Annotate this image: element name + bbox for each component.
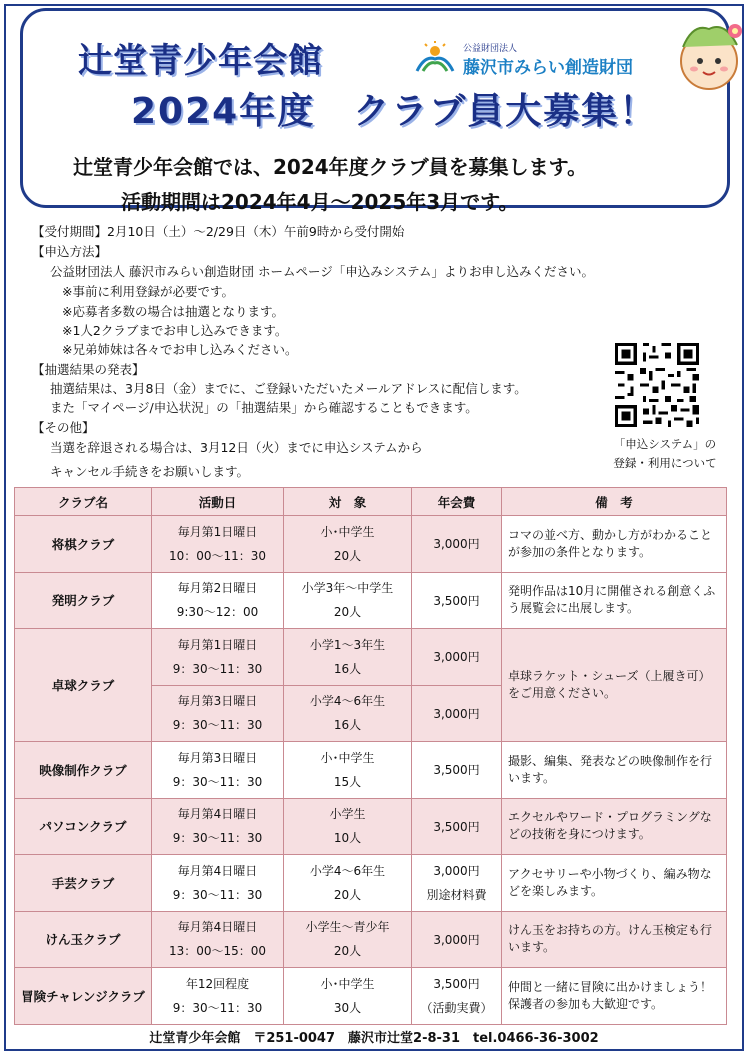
page-title: 辻堂青少年会館 <box>78 41 323 81</box>
method-text: 公益財団法人 藤沢市みらい創造財団 ホームページ「申込みシステム」よりお申し込みください。 <box>50 264 594 279</box>
fee-cell <box>412 629 502 686</box>
activity-day-cell <box>152 572 284 629</box>
target-cell <box>284 516 412 573</box>
table-row <box>15 742 727 799</box>
header-activity-day: 活動日 <box>152 488 284 516</box>
org-logo-icon <box>413 41 457 75</box>
capacity: 10人 <box>333 831 362 846</box>
target-group: 小学4～6年生 <box>309 694 386 709</box>
activity-day-cell <box>152 516 284 573</box>
target-cell <box>284 742 412 799</box>
mascot-character-icon <box>663 17 748 97</box>
annual-fee: 3,000円 <box>433 932 480 947</box>
activity-day-cell <box>152 798 284 855</box>
other-text-2: キャンセル手続きをお願いします。 <box>50 464 250 479</box>
note-cell: 仲間と一緒に冒険に出かけましょう！保護者の参加も大歓迎です。 <box>502 968 727 1025</box>
note-cell: 発明作品は10月に開催される創意くふう展覧会に出展します。 <box>502 572 727 629</box>
qr-code-icon[interactable] <box>612 340 702 430</box>
capacity: 16人 <box>333 718 362 733</box>
target-cell <box>284 629 412 686</box>
fee-cell <box>412 516 502 573</box>
table-row <box>15 855 727 912</box>
target-group: 小学生 <box>329 807 366 822</box>
target-group: 小学生～青少年 <box>305 920 390 935</box>
club-name: 冒険チャレンジクラブ <box>15 968 152 1025</box>
target-group: 小学4～6年生 <box>309 863 386 878</box>
org-logo <box>413 41 653 77</box>
target-cell <box>284 911 412 968</box>
activity-day: 毎月第2日曜日 <box>177 581 258 596</box>
club-name: 映像制作クラブ <box>15 742 152 799</box>
fee-cell <box>412 572 502 629</box>
other-text-1: 当選を辞退される場合は、3月12日（火）までに申込システムから <box>50 440 423 455</box>
capacity: 15人 <box>333 774 362 789</box>
note-cell: 撮影、編集、発表などの映像制作を行います。 <box>502 742 727 799</box>
activity-day-cell <box>152 742 284 799</box>
club-name: 発明クラブ <box>15 572 152 629</box>
note-cell: けん玉をお持ちの方。けん玉検定も行います。 <box>502 911 727 968</box>
annual-fee: 3,500円 <box>433 976 480 991</box>
activity-time: 10：00～11：30 <box>168 548 267 563</box>
method-note-3: ※1人2クラブまでお申し込みできます。 <box>62 323 288 338</box>
intro-text-line2: 活動期間は2024年4月～2025年3月です。 <box>121 190 519 214</box>
note-cell: エクセルやワード・プログラミングなどの技術を身につけます。 <box>502 798 727 855</box>
club-name: けん玉クラブ <box>15 911 152 968</box>
note-cell: 卓球ラケット・シューズ（上履き可）をご用意ください。 <box>502 629 727 742</box>
activity-time: 9：30～11：30 <box>172 1000 263 1015</box>
reception-period: 【受付期間】2月10日（土）～2/29日（木）午前9時から受付開始 <box>32 224 405 239</box>
target-cell <box>284 855 412 912</box>
fee-note: 別途材料費 <box>426 887 487 902</box>
club-name: 将棋クラブ <box>15 516 152 573</box>
annual-fee: 3,000円 <box>433 863 480 878</box>
intro-text-line1: 辻堂青少年会館では、2024年度クラブ員を募集します。 <box>73 155 588 179</box>
fee-cell <box>412 911 502 968</box>
target-group: 小学3年～中学生 <box>301 581 394 596</box>
target-group: 小･中学生 <box>320 976 375 991</box>
activity-time: 9：30～11：30 <box>172 774 263 789</box>
fee-cell <box>412 798 502 855</box>
activity-time: 9:30～12：00 <box>176 605 259 620</box>
table-row <box>15 516 727 573</box>
activity-time: 13：00～15：00 <box>168 944 267 959</box>
header-box <box>20 8 730 214</box>
org-type-label: 公益財団法人 <box>463 44 518 54</box>
activity-time: 9：30～11：30 <box>172 831 263 846</box>
org-name: 藤沢市みらい創造財団 <box>463 58 633 78</box>
capacity: 30人 <box>333 1000 362 1015</box>
activity-time: 9：30～11：30 <box>172 718 263 733</box>
capacity: 20人 <box>333 548 362 563</box>
capacity: 20人 <box>333 944 362 959</box>
table-row <box>15 572 727 629</box>
header-club-name: クラブ名 <box>15 488 152 516</box>
qr-caption-line1: 「申込システム」の <box>613 437 717 451</box>
activity-day: 毎月第4日曜日 <box>177 863 258 878</box>
target-group: 小学1～3年生 <box>309 637 386 652</box>
target-cell <box>284 798 412 855</box>
fee-cell <box>412 742 502 799</box>
annual-fee: 3,500円 <box>433 593 480 608</box>
activity-time: 9：30～11：30 <box>172 887 263 902</box>
fee-note: （活動実費） <box>420 1000 493 1015</box>
table-row <box>15 968 727 1025</box>
activity-day: 毎月第3日曜日 <box>177 694 258 709</box>
method-note-4: ※兄弟姉妹は各々でお申し込みください。 <box>62 342 298 357</box>
header-target: 対 象 <box>284 488 412 516</box>
activity-day-cell <box>152 855 284 912</box>
other-heading: 【その他】 <box>32 420 95 435</box>
header-annual-fee: 年会費 <box>412 488 502 516</box>
activity-day: 年12回程度 <box>185 976 250 991</box>
capacity: 16人 <box>333 661 362 676</box>
activity-day-cell <box>152 685 284 742</box>
capacity: 20人 <box>333 605 362 620</box>
annual-fee: 3,000円 <box>433 650 480 665</box>
table-row <box>15 911 727 968</box>
activity-day-cell <box>152 629 284 686</box>
activity-day: 毎月第4日曜日 <box>177 807 258 822</box>
table-row <box>15 798 727 855</box>
footer-address: 辻堂青少年会館 〒251-0047 藤沢市辻堂2-8-31 tel.0466-36-3002 <box>149 1031 599 1046</box>
table-header-row <box>15 488 727 516</box>
activity-day: 毎月第4日曜日 <box>177 920 258 935</box>
header-notes: 備 考 <box>502 488 727 516</box>
activity-day-cell <box>152 911 284 968</box>
target-cell <box>284 572 412 629</box>
qr-caption-line2: 登録・利用について <box>613 456 717 470</box>
method-note-2: ※応募者多数の場合は抽選となります。 <box>62 304 284 319</box>
lottery-text-1: 抽選結果は、3月8日（金）までに、ご登録いただいたメールアドレスに配信します。 <box>50 381 527 396</box>
fee-cell <box>412 685 502 742</box>
page-subtitle: 2024年度 クラブ員大募集！ <box>131 91 658 132</box>
club-name: パソコンクラブ <box>15 798 152 855</box>
method-heading: 【申込方法】 <box>32 244 108 259</box>
lottery-text-2: また「マイページ/申込状況」の「抽選結果」から確認することもできます。 <box>50 400 478 415</box>
club-table <box>14 487 727 1025</box>
method-note-1: ※事前に利用登録が必要です。 <box>62 284 234 299</box>
activity-time: 9：30～11：30 <box>172 661 263 676</box>
note-cell: アクセサリーや小物づくり、編み物などを楽しみます。 <box>502 855 727 912</box>
fee-cell <box>412 968 502 1025</box>
fee-cell <box>412 855 502 912</box>
activity-day: 毎月第1日曜日 <box>177 524 258 539</box>
club-name: 卓球クラブ <box>15 629 152 742</box>
target-cell <box>284 968 412 1025</box>
activity-day: 毎月第3日曜日 <box>177 750 258 765</box>
annual-fee: 3,500円 <box>433 819 480 834</box>
target-group: 小･中学生 <box>320 750 375 765</box>
note-cell: コマの並べ方、動かし方がわかることが参加の条件となります。 <box>502 516 727 573</box>
annual-fee: 3,000円 <box>433 706 480 721</box>
activity-day: 毎月第1日曜日 <box>177 637 258 652</box>
annual-fee: 3,500円 <box>433 763 480 778</box>
activity-day-cell <box>152 968 284 1025</box>
capacity: 20人 <box>333 887 362 902</box>
target-group: 小･中学生 <box>320 524 375 539</box>
table-row <box>15 629 727 686</box>
annual-fee: 3,000円 <box>433 537 480 552</box>
target-cell <box>284 685 412 742</box>
lottery-heading: 【抽選結果の発表】 <box>32 362 145 377</box>
club-name: 手芸クラブ <box>15 855 152 912</box>
